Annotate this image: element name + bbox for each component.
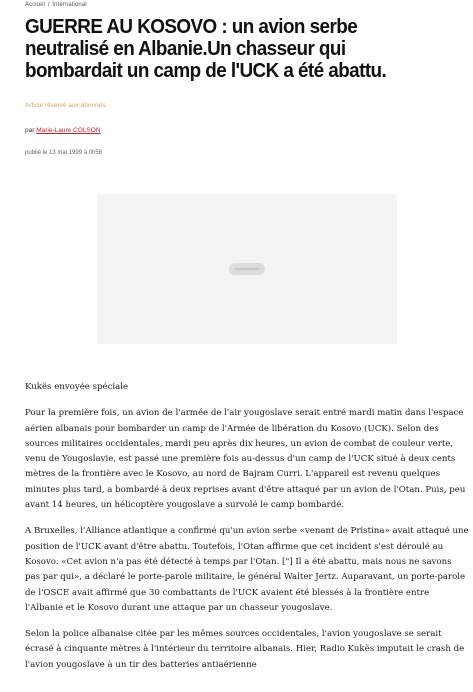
byline-prefix: par bbox=[25, 127, 35, 134]
author-link[interactable]: Marie-Laure COLSON bbox=[36, 127, 101, 134]
body-paragraph: Pour la première fois, un avion de l'armée de l'air yougoslave serait entré mardi matin dans l'espace aérien albanais pour bombarder un camp de l'Armée de libération du Kosovo (UCK). Selon des sources militaires occidentales, mardi peu après dix heures, un avion de combat de couleur verte, venu de Yougoslavie, est passé une première fois au-dessus d'un camp de l'UCK situé à deux cents mètres de la frontière avec le Kosovo, au nord de Bajram Curri. L'appareil est revenu quelques minutes plus tard, a bombardé à deux reprises avant d'être attaqué par un avion de l'Otan. Puis, peu avant 14 heures, un hélicoptère yougoslave a survolé le camp bombardé. bbox=[25, 408, 466, 511]
breadcrumb-section-link[interactable]: International bbox=[52, 2, 87, 8]
byline bbox=[25, 127, 101, 134]
publish-date: publié le 13 mai 1999 à 0h58 bbox=[25, 150, 103, 156]
breadcrumb-home-link[interactable]: Accueil bbox=[25, 2, 46, 8]
ad-placeholder[interactable] bbox=[97, 194, 397, 344]
breadcrumb bbox=[25, 2, 87, 8]
ad-placeholder-logo-icon bbox=[229, 263, 265, 275]
body-paragraph: A Bruxelles, l'Alliance atlantique a confirmé qu'un avion serbe «venant de Pristina» avait attaqué une position de l'UCK avant d'être abattu. Toutefois, l'Otan affirme que cet incident s'est déroulé au Kosovo. «Cet avion n'a pas été détecté à temps par l'Otan. ["] Il a été abattu, mais nous ne savons pas par qui», a déclaré le porte-parole militaire, le général Walter Jertz. Auparavant, un porte-parole de l'OSCE avait affirmé que 30 combattants de l'UCK avaient été blessés à la frontière entre l'Albanie et le Kosovo durant une attaque par un chasseur yougoslave. bbox=[25, 526, 469, 613]
body-paragraph: Selon la police albanaise citée par les mêmes sources occidentales, l'avion yougoslave se serait écrasé à cinquante mètres à l'intérieur du territoire albanais. Hier, Radio Kukës imputait le crash de l'avion yougoslave à un tir des batteries antiaérienne bbox=[25, 629, 465, 670]
breadcrumb-separator: / bbox=[47, 2, 50, 8]
article-title: GUERRE AU KOSOVO : un avion serbe neutralisé en Albanie.Un chasseur qui bombardait un camp de l'UCK a été abattu. bbox=[25, 15, 387, 82]
dateline-paragraph: Kukës envoyée spéciale bbox=[25, 382, 129, 392]
article-body bbox=[25, 380, 469, 684]
subscriber-badge: Article réservé aux abonnés bbox=[25, 102, 106, 109]
